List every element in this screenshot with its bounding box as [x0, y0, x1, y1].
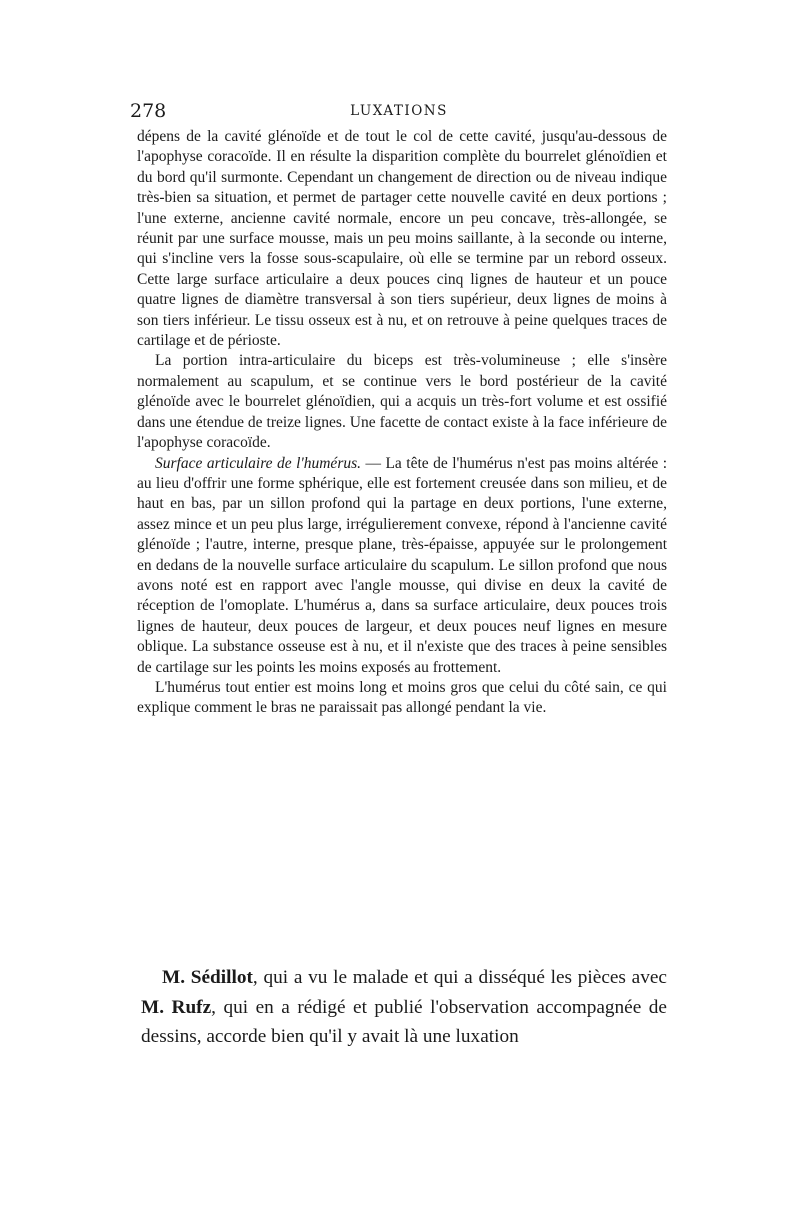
paragraph-3 [137, 454, 667, 678]
body-text [137, 127, 667, 719]
closing-paragraph [141, 963, 667, 1052]
paragraph-2: La portion intra-articulaire du biceps est très-volumineuse ; elle s'insère normalement au scapulum, et se continue vers le bord postérieur de la cavité glénoïde avec le bourrelet glénoïdien, qui a acquis un très-fort volume et est ossifié dans une étendue de treize lignes. Une facette de contact existe à la face inférieure de l'apophyse coracoïde. [137, 352, 667, 452]
author-name-sedillot: M. Sédillot [162, 967, 253, 988]
closing-text [141, 963, 667, 1052]
page-number: 278 [130, 100, 167, 122]
author-name-rufz: M. Rufz [141, 996, 212, 1018]
closing-part-2: , qui en a rédigé et publié l'observation accompagnée de dessins, accorde bien qu'il y avait là une luxation [141, 996, 667, 1047]
running-head: LUXATIONS [350, 103, 448, 119]
paragraph-4: L'humérus tout entier est moins long et moins gros que celui du côté sain, ce qui explique comment le bras ne paraissait pas allongé pendant la vie. [137, 678, 667, 717]
section-lead: Surface articulaire de l'humérus. [155, 454, 362, 472]
paragraph-3-text: — La tête de l'humérus n'est pas moins altérée : au lieu d'offrir une forme sphérique, elle est fortement creusée dans son milieu, et de haut en bas, par un sillon profond qui la partage en deux portions, l'une externe, assez mince et un peu plus large, irrégulierement convexe, répond à l'ancienne cavité glénoïde ; l'autre, interne, presque plane, très-épaisse, appuyée sur le prolongement en dedans de la nouvelle surface articulaire du scapulum. Le sillon profond que nous avons noté est en rapport avec l'angle mousse, qui divise en deux la cavité de réception de l'omoplate. L'humérus a, dans sa surface articulaire, deux pouces trois lignes de hauteur, deux pouces de largeur, et deux pouces neuf lignes en mesure oblique. La substance osseuse est à nu, et il n'existe que des traces à peine sensibles de cartilage sur les points les moins exposés au frottement. [137, 454, 667, 676]
closing-part-1: , qui a vu le malade et qui a disséqué les pièces avec [252, 967, 667, 988]
paragraph-1: dépens de la cavité glénoïde et de tout le col de cette cavité, jusqu'au-dessous de l'apophyse coracoïde. Il en résulte la disparition complète du bourrelet glénoïdien et du bord qu'il surmonte. Cependant un changement de direction ou de niveau indique très-bien sa situation, et permet de partager cette nouvelle cavité en deux portions ; l'une externe, ancienne cavité normale, encore un peu concave, très-allongée, se réunit par une surface mousse, mais un peu moins saillante, à la seconde ou interne, qui s'incline vers la fosse sous-scapulaire, où elle se termine par un rebord osseux. Cette large surface articulaire a deux pouces cinq lignes de hauteur et un pouce quatre lignes de diamètre transversal à son tiers supérieur, deux lignes de moins à son tiers inférieur. Le tissu osseux est à nu, et on retrouve à peine quelques traces de cartilage et de périoste. [137, 128, 667, 350]
page-header [130, 100, 668, 126]
